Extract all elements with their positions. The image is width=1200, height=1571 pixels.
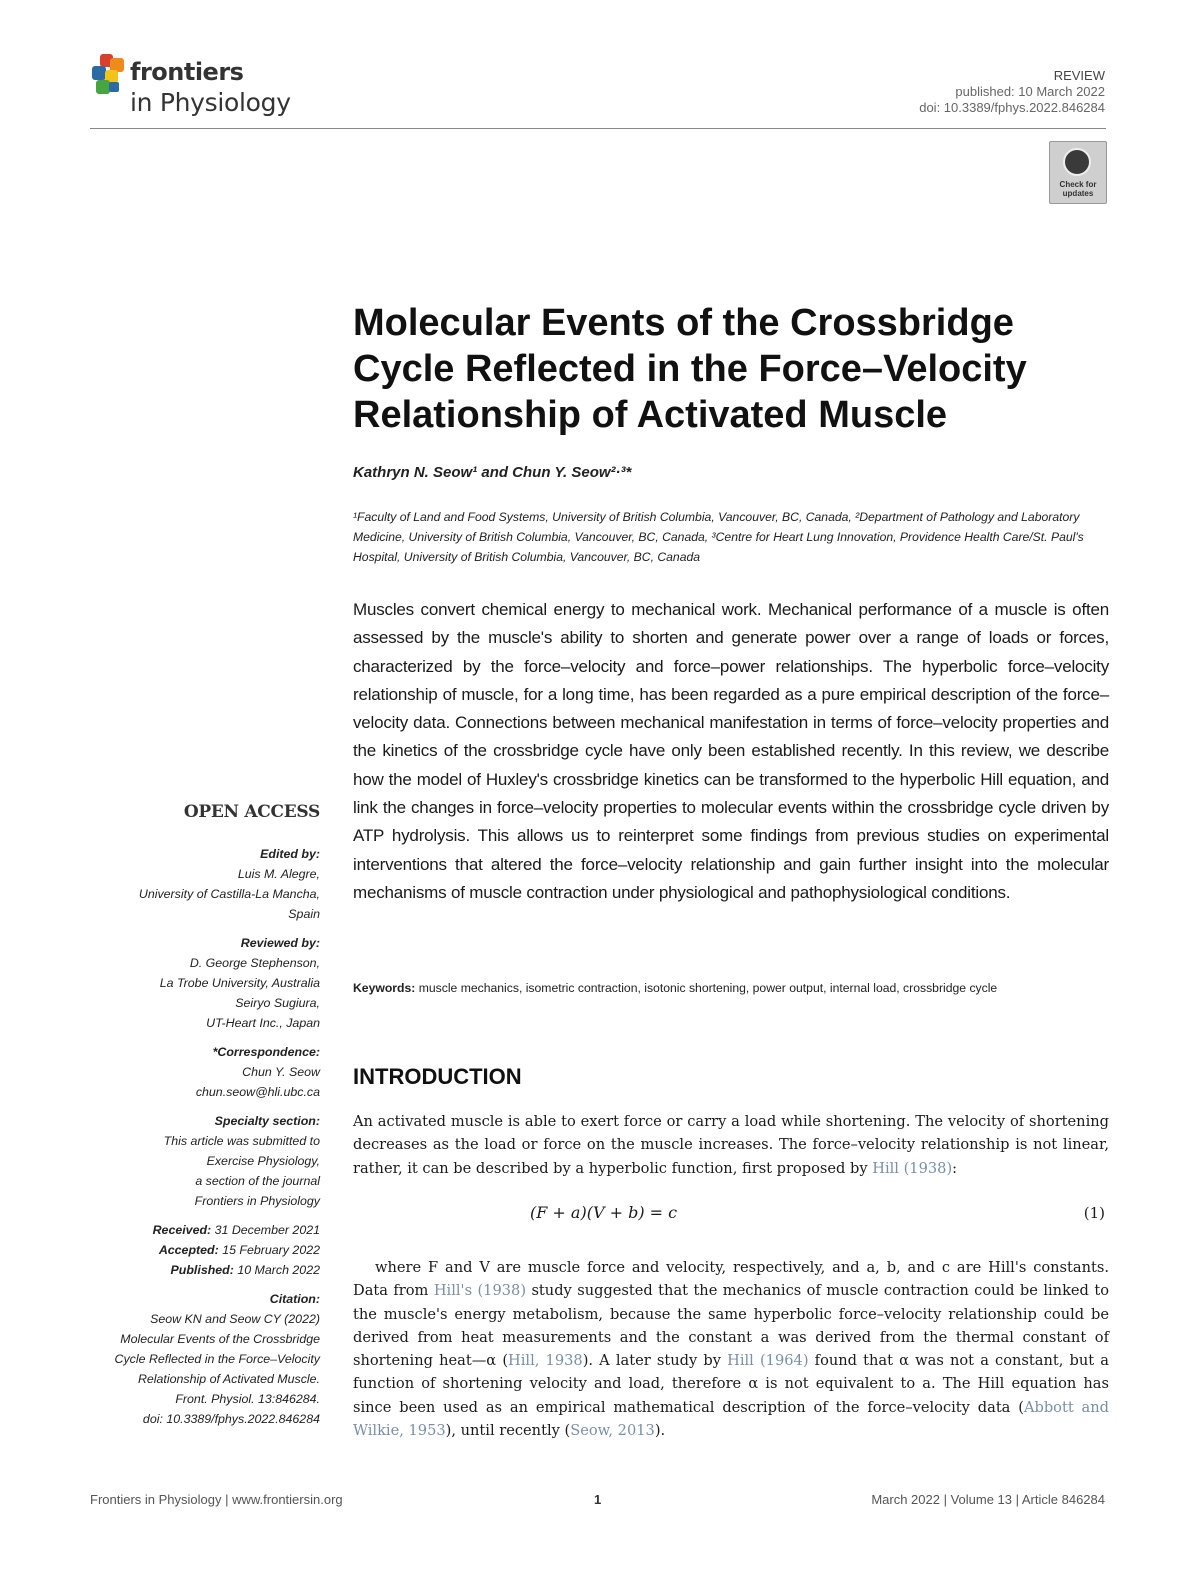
logo-wordmark: frontiers — [130, 58, 244, 86]
crossmark-label: Check for updates — [1059, 180, 1097, 198]
specialty-text: Frontiers in Physiology — [194, 1194, 320, 1208]
citation-doi[interactable]: doi: 10.3389/fphys.2022.846284 — [142, 1412, 320, 1426]
article-authors: Kathryn N. Seow¹ and Chun Y. Seow²·³* — [353, 464, 632, 481]
intro-p2-text: ). — [654, 1422, 666, 1440]
reviewer-affiliation: UT-Heart Inc., Japan — [206, 1016, 320, 1030]
intro-paragraph-2 — [353, 1256, 1109, 1442]
intro-p2-text: ), until recently ( — [445, 1422, 571, 1440]
citation-text: Seow KN and Seow CY (2022) — [150, 1312, 320, 1326]
published-label: Published: — [170, 1263, 234, 1277]
citation-block — [90, 1289, 320, 1429]
abstract: Muscles convert chemical energy to mechanical work. Mechanical performance of a muscle is often assessed by the muscle's ability to shorten and generate power over a range of loads or forces, characterized by the force–velocity and force–power relationships. The hyperbolic force–velocity relationship of muscle, for a long time, has been regarded as a pure empirical description of the force–velocity data. Connections between mechanical manifestation in terms of force–velocity properties and the kinetics of the crossbridge cycle have only been established recently. In this review, we describe how the model of Huxley's crossbridge kinetics can be transformed to the hyperbolic Hill equation, and link the changes in force–velocity properties to molecular events within the crossbridge cycle driven by ATP hydrolysis. This allows us to reinterpret some findings from previous studies on experimental interventions that altered the force–velocity relationship and gain further insight into the molecular mechanisms of muscle contraction under physiological and pathophysiological conditions. — [353, 600, 1109, 902]
reviewers-block — [90, 933, 320, 1033]
citation-text: Cycle Reflected in the Force–Velocity — [114, 1352, 320, 1366]
received-label: Received: — [152, 1223, 212, 1237]
accepted-date — [90, 1240, 320, 1260]
crossmark-icon — [1063, 148, 1091, 176]
citation-link[interactable]: Hill, 1938 — [508, 1352, 583, 1370]
article-title: Molecular Events of the Crossbridge Cycle Reflected in the Force–Velocity Relationship of Activated Muscle — [353, 302, 1027, 436]
published-date: published: 10 March 2022 — [955, 84, 1105, 99]
keywords-list: muscle mechanics, isometric contraction, isotonic shortening, power output, internal load, crossbridge cycle — [418, 981, 998, 995]
published-date-side — [90, 1260, 320, 1280]
intro-p2-text: found that α was not a constant, but a function of shortening velocity and load, therefore α is not equivalent to a. The Hill equation has since been used as an empirical mathematical description of the force–velocity data ( — [353, 1352, 1109, 1416]
footer-journal-link[interactable]: Frontiers in Physiology | www.frontiersin.org — [90, 1492, 343, 1507]
article-type: REVIEW — [1053, 68, 1105, 83]
editor-country: Spain — [288, 907, 320, 921]
citation-link[interactable]: Abbott and Wilkie, 1953 — [353, 1398, 1109, 1440]
accepted-label: Accepted: — [158, 1243, 219, 1257]
reviewer-affiliation: La Trobe University, Australia — [159, 976, 320, 990]
published-value: 10 March 2022 — [237, 1263, 320, 1277]
footer-issue-info: March 2022 | Volume 13 | Article 846284 — [871, 1492, 1105, 1507]
keywords-label: Keywords: — [353, 981, 416, 995]
citation-link[interactable]: Hill's (1938) — [433, 1282, 527, 1300]
specialty-block — [90, 1111, 320, 1211]
accepted-value: 15 February 2022 — [222, 1243, 320, 1257]
author-affiliations: ¹Faculty of Land and Food Systems, University of British Columbia, Vancouver, BC, Canada, ²Department of Pathology and Laboratory Medicine, University of British Columbia, Vancouver, BC, Canada, ³Centre for Heart Lung Innovation, Providence Health Care/St. Paul's Hospital, University of British Columbia, Vancouver, BC, Canada — [353, 510, 1084, 564]
received-date — [90, 1220, 320, 1240]
specialty-text: a section of the journal — [195, 1174, 320, 1188]
equation-number: (1) — [1083, 1204, 1105, 1222]
section-heading-introduction: INTRODUCTION — [353, 1064, 522, 1089]
citation-link[interactable]: Seow, 2013 — [570, 1422, 655, 1440]
doi[interactable]: doi: 10.3389/fphys.2022.846284 — [919, 100, 1105, 115]
intro-p2-text: ). A later study by — [582, 1352, 728, 1370]
edited-by-label: Edited by: — [260, 847, 320, 861]
article-sidebar — [90, 844, 320, 1438]
correspondence-block — [90, 1042, 320, 1102]
keywords — [353, 978, 1109, 998]
page-number: 1 — [594, 1492, 602, 1507]
reviewed-by-label: Reviewed by: — [240, 936, 320, 950]
article-meta — [919, 68, 1105, 116]
specialty-label: Specialty section: — [214, 1114, 320, 1128]
citation-text: Front. Physiol. 13:846284. — [175, 1392, 320, 1406]
citation-text: Molecular Events of the Crossbridge — [120, 1332, 320, 1346]
reviewer-name: D. George Stephenson, — [189, 956, 320, 970]
editor-block — [90, 844, 320, 924]
header-divider — [90, 128, 1106, 129]
intro-p2-text: study suggested that the mechanics of muscle contraction could be linked to the muscle's energy metabolism, because the same hyperbolic force–velocity relationship could be derived from heat measurements and the constant a was derived from the thermal constant of shortening heat—α ( — [353, 1282, 1109, 1370]
correspondence-label: *Correspondence: — [212, 1045, 320, 1059]
specialty-text: This article was submitted to — [163, 1134, 320, 1148]
frontiers-logo-icon — [90, 52, 130, 100]
intro-p1-text: An activated muscle is able to exert force or carry a load while shortening. The velocity of shortening decreases as the load or force on the muscle increases. The force–velocity relationship is not linear, rather, it can be described by a hyperbolic function, first proposed by — [353, 1113, 1109, 1177]
received-value: 31 December 2021 — [214, 1223, 320, 1237]
equation-hill: (F + a)(V + b) = c — [530, 1203, 678, 1222]
intro-paragraph-1 — [353, 1110, 1109, 1180]
reviewer-name: Seiryo Sugiura, — [235, 996, 320, 1010]
crossmark-button[interactable] — [1049, 141, 1107, 204]
logo-journal-name: in Physiology — [130, 88, 291, 117]
editor-name: Luis M. Alegre, — [237, 867, 320, 881]
intro-p1-text-end: : — [952, 1159, 958, 1177]
citation-text: Relationship of Activated Muscle. — [137, 1372, 320, 1386]
correspondence-name: Chun Y. Seow — [242, 1065, 320, 1079]
specialty-text: Exercise Physiology, — [206, 1154, 320, 1168]
dates-block — [90, 1220, 320, 1280]
citation-link[interactable]: Hill (1938) — [872, 1159, 953, 1177]
journal-logo[interactable] — [90, 52, 310, 122]
citation-link[interactable]: Hill (1964) — [727, 1352, 809, 1370]
editor-affiliation: University of Castilla-La Mancha, — [138, 887, 320, 901]
correspondence-email[interactable]: chun.seow@hli.ubc.ca — [195, 1085, 320, 1099]
citation-label: Citation: — [269, 1292, 320, 1306]
intro-p2-text: where F and V are muscle force and velocity, respectively, and a, b, and c are Hill's constants. Data from — [353, 1259, 1109, 1300]
open-access-label: OPEN ACCESS — [183, 802, 320, 822]
